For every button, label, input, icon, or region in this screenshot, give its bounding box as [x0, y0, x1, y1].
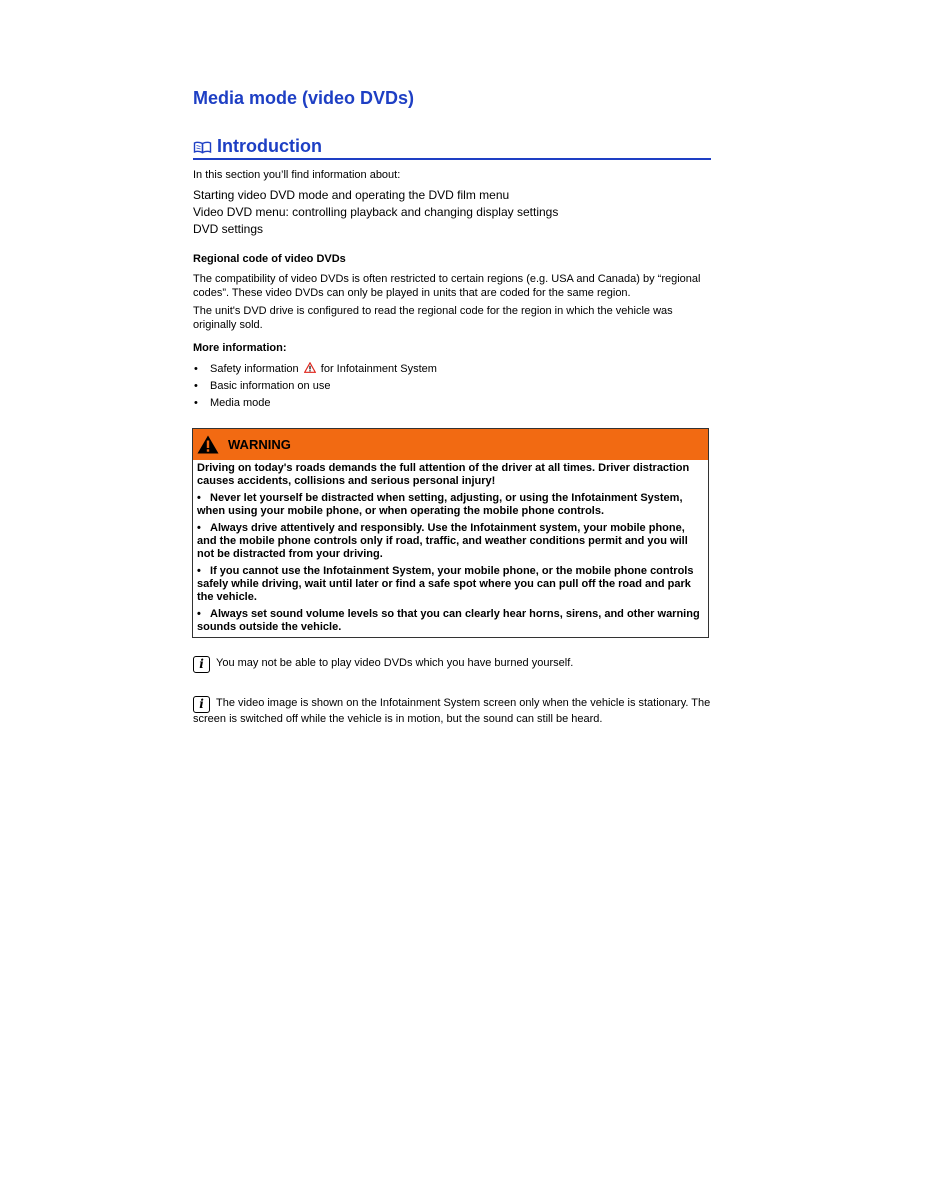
regional-heading: Regional code of video DVDs: [193, 253, 346, 265]
warning-triangle-icon: [197, 435, 219, 454]
section-heading-text: Introduction: [217, 136, 322, 156]
intro-text: In this section you’ll find information about:: [193, 169, 401, 181]
warning-body: [193, 460, 708, 637]
topic-link-dvd-menu[interactable]: Video DVD menu: controlling playback and changing display settings: [193, 205, 559, 219]
warning-bullet-2: • Always drive attentively and responsibly. Use the Infotainment system, your mobile phone, and the mobile phone controls only if road, traffic, and weather conditions permit and you will not be distracted from your driving.: [197, 522, 688, 560]
section-heading-bar: [193, 136, 711, 160]
more-info-heading: More information:: [193, 342, 287, 354]
more-info-item-media[interactable]: [193, 395, 437, 412]
warning-header: [193, 429, 708, 460]
topic-link-dvd-settings[interactable]: DVD settings: [193, 222, 264, 236]
more-info-safety-suffix: for Infotainment System: [320, 363, 437, 375]
warning-bullet-3-text: If you cannot use the Infotainment System, your mobile phone, or the mobile phone controls safely while driving, wait until later or find a safe spot where you can pull off the road and park the vehicle.: [197, 565, 694, 603]
regional-paragraph-2: The unit's DVD drive is configured to read the regional code for the region in which the vehicle was originally sold.: [193, 305, 673, 331]
bullet: •: [194, 380, 198, 392]
warning-intro: Driving on today's roads demands the full attention of the driver at all times. Driver distraction causes accidents, collisions and serious personal injury!: [197, 462, 690, 487]
note-video-stationary: [193, 696, 711, 726]
warning-bullet-4: • Always set sound volume levels so that you can clearly hear horns, sirens, and other warning sounds outside the vehicle.: [197, 608, 700, 633]
info-icon: i: [193, 656, 210, 673]
more-info-safety-label: Safety information: [210, 363, 299, 375]
book-icon: [193, 140, 212, 154]
warning-bullet-1-text: Never let yourself be distracted when setting, adjusting, or using the Infotainment System, when using your mobile phone, or when operating the mobile phone controls.: [197, 492, 683, 517]
more-info-item-basic[interactable]: [193, 378, 437, 395]
more-info-media-label: Media mode: [210, 397, 271, 409]
warning-triangle-icon: [304, 362, 316, 373]
topic-link-starting[interactable]: Starting video DVD mode and operating the DVD film menu: [193, 188, 510, 202]
more-info-basic-label: Basic information on use: [210, 380, 331, 392]
warning-bullet-1: • Never let yourself be distracted when setting, adjusting, or using the Infotainment System, when using your mobile phone, or when operating the mobile phone controls.: [197, 492, 683, 517]
note-video-stationary-text: The video image is shown on the Infotainment System screen only when the vehicle is stationary. The screen is switched off while the vehicle is in motion, but the sound can still be heard.: [193, 697, 711, 725]
section-heading: [193, 136, 711, 157]
warning-bullet-3: • If you cannot use the Infotainment System, your mobile phone, or the mobile phone controls safely while driving, wait until later or find a safe spot where you can pull off the road and park the vehicle.: [197, 565, 694, 603]
note-burned-dvds-text: You may not be able to play video DVDs which you have burned yourself.: [216, 657, 574, 669]
more-info-list: [193, 361, 437, 412]
warning-bullet-2-text: Always drive attentively and responsibly. Use the Infotainment system, your mobile phone, and the mobile phone controls only if road, traffic, and weather conditions permit and you will not be distracted from your driving.: [197, 522, 688, 560]
bullet: •: [194, 397, 198, 409]
regional-paragraph-1: The compatibility of video DVDs is often restricted to certain regions (e.g. USA and Canada) by “regional codes”. These video DVDs can only be played in units that are coded for the same region.: [193, 273, 701, 299]
warning-box: [192, 428, 709, 638]
note-burned-dvds: [193, 656, 711, 673]
more-info-item-safety[interactable]: [193, 361, 437, 378]
page-title: Media mode (video DVDs): [193, 88, 415, 108]
warning-bullet-4-text: Always set sound volume levels so that you can clearly hear horns, sirens, and other warning sounds outside the vehicle.: [197, 608, 700, 633]
bullet: •: [194, 363, 198, 375]
topic-list: [193, 187, 558, 238]
info-icon: i: [193, 696, 210, 713]
warning-title: WARNING: [228, 437, 291, 452]
